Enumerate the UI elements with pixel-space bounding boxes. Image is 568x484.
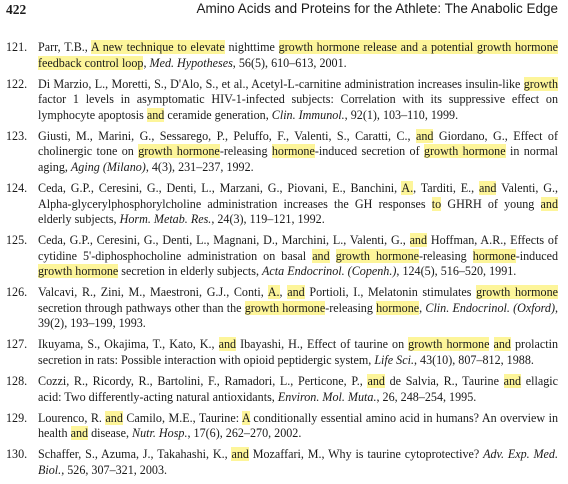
citation-text: Ibayashi, H., Effect of taurine on — [236, 337, 409, 352]
highlighted-text: A new technique to elevate — [90, 40, 225, 54]
reference-item — [0, 374, 568, 405]
citation-text: Giordano, G., Effect of cholinergic tone on — [38, 128, 558, 159]
citation-text: , Tarditi, E., — [413, 180, 479, 195]
highlighted-text: and — [231, 447, 249, 462]
page-header — [0, 0, 568, 20]
citation-text — [330, 249, 336, 263]
citation-text: -releasing — [419, 248, 473, 263]
journal-name: Acta Endocrinol. (Copenh.) — [262, 264, 397, 279]
citation-text: , — [143, 55, 150, 70]
citation-text: Hoffman, A.R., Effects of cytidine 5'-diphosphocholine administration on basal — [38, 233, 559, 263]
reference-number: 125. — [6, 233, 28, 248]
reference-number: 122. — [6, 76, 28, 91]
highlighted-text: growth hormone — [138, 144, 220, 159]
reference-item — [0, 40, 568, 71]
highlighted-text: growth hormone — [38, 264, 119, 279]
reference-text — [38, 411, 558, 442]
citation-text: , 39(2), 193–199, 1993. — [38, 300, 559, 331]
citation-text: Cozzi, R., Ricordy, R., Bartolini, F., Ramadori, L., Perticone, P., — [38, 374, 368, 389]
reference-item — [0, 411, 568, 442]
citation-text: , 24(3), 119–121, 1992. — [211, 212, 325, 227]
highlighted-text: and — [312, 248, 330, 263]
highlighted-text: A. — [267, 285, 280, 300]
highlighted-text: and — [493, 337, 511, 352]
reference-item — [0, 129, 568, 176]
citation-text: -releasing — [325, 300, 377, 315]
running-title: Amino Acids and Proteins for the Athlete: The Anabolic Edge — [196, 1, 558, 16]
reference-text — [38, 233, 558, 280]
highlighted-text: growth hormone — [423, 144, 506, 159]
highlighted-text: hormone — [472, 248, 516, 263]
citation-text: -induced secretion of — [314, 144, 424, 159]
citation-text — [489, 337, 493, 351]
citation-text: in normal aging, — [38, 144, 558, 174]
highlighted-text: and — [146, 107, 165, 122]
citation-text: Valcavi, R., Zini, M., Maestroni, G.J., Conti, — [38, 285, 268, 300]
highlighted-text: and — [409, 233, 428, 248]
citation-text: ellagic acid: Two differently-acting natural antioxidants, — [38, 374, 558, 404]
citation-text: Mozaffari, M., Why is taurine cytoprotective? — [248, 447, 484, 462]
highlighted-text: hormone — [271, 144, 315, 159]
citation-text: Camilo, M.E., Taurine: — [122, 410, 242, 425]
highlighted-text: growth hormone — [476, 285, 558, 300]
citation-text: Valenti, G., Alpha-glycerylphosphorylcholine administration increases the GH responses — [38, 180, 558, 211]
citation-text: , 17(6), 262–270, 2002. — [187, 426, 302, 441]
journal-name: Aging (Milano) — [70, 159, 146, 174]
reference-text — [38, 129, 558, 176]
citation-text: , 43(10), 807–812, 1988. — [413, 353, 534, 368]
reference-text — [38, 77, 558, 124]
citation-text: Portioli, I., Melatonin stimulates — [304, 285, 477, 300]
highlighted-text: growth hormone — [244, 300, 326, 315]
citation-text: secretion in elderly subjects, — [118, 264, 263, 279]
citation-text: , 4(3), 231–237, 1992. — [145, 159, 254, 174]
citation-text: nighttime — [224, 40, 279, 54]
reference-number: 127. — [6, 337, 28, 352]
citation-text: , 124(5), 516–520, 1991. — [396, 264, 517, 279]
citation-text: factor 1 levels in asymptomatic HIV-1-infected subjects: Correlation with its suppressive effect on lymphocyte apoptosis — [38, 92, 558, 122]
citation-text: de Salvia, R., Taurine — [384, 374, 504, 389]
highlighted-text: and — [105, 410, 123, 425]
citation-text: , 56(5), 610–613, 2001. — [232, 55, 347, 70]
journal-name: Med. Hypotheses — [149, 55, 233, 70]
citation-text: conditionally essential amino acid in humans? An overview in health — [38, 410, 558, 441]
highlighted-text: to — [431, 196, 442, 211]
reference-number: 126. — [6, 285, 28, 300]
reference-item — [0, 447, 568, 478]
highlighted-text: A — [241, 410, 250, 425]
highlighted-text: and — [287, 285, 305, 300]
highlighted-text: and — [478, 180, 497, 195]
journal-name: Horm. Metab. Res. — [119, 212, 212, 227]
reference-item — [0, 337, 568, 368]
citation-text: Ceda, G.P., Ceresini, G., Denti, L., Magnani, D., Marchini, L., Valenti, G., — [38, 233, 410, 248]
highlighted-text: and — [540, 196, 559, 211]
citation-text: , 26, 248–254, 1995. — [376, 389, 477, 404]
reference-number: 124. — [6, 180, 28, 195]
highlighted-text: and — [70, 426, 89, 441]
highlighted-text: A. — [401, 180, 414, 195]
reference-item — [0, 285, 568, 332]
highlighted-text: and — [503, 374, 522, 389]
citation-text: elderly subjects, — [38, 212, 120, 227]
reference-text — [38, 181, 558, 228]
citation-text: prolactin secretion in rats: Possible interaction with opioid peptidergic system, — [38, 337, 558, 368]
highlighted-text: growth hormone release and a potential growth hormone feedback control loop — [38, 40, 559, 70]
reference-number: 123. — [6, 128, 28, 143]
highlighted-text: and — [416, 128, 434, 143]
page-number: 422 — [6, 2, 27, 17]
citation-text: Parr, T.B., — [38, 40, 91, 54]
reference-number: 121. — [6, 40, 28, 54]
citation-text: secretion through pathways other than the — [38, 300, 245, 315]
citation-text: Ikuyama, S., Okajima, T., Kato, K., — [38, 337, 219, 352]
citation-text: , 526, 307–321, 2003. — [61, 462, 168, 477]
reference-item — [0, 233, 568, 280]
reference-item — [0, 77, 568, 124]
journal-name: Nutr. Hosp. — [132, 426, 188, 441]
highlighted-text: growth — [523, 76, 558, 91]
journal-name: Environ. Mol. Muta. — [277, 389, 377, 404]
reference-text — [38, 374, 558, 405]
citation-text: , 92(1), 103–110, 1999. — [344, 107, 459, 122]
journal-name: Clin. Immunol. — [271, 107, 345, 122]
reference-number: 129. — [6, 410, 28, 425]
citation-text: Giusti, M., Marini, G., Sessarego, P., Peluffo, F., Valenti, S., Caratti, C., — [38, 128, 416, 143]
citation-text: Di Marzio, L., Moretti, S., D'Alo, S., et al., Acetyl-L-carnitine administration increases insulin-like — [38, 76, 524, 91]
reference-list — [0, 40, 568, 484]
citation-text: ceramide generation, — [164, 107, 272, 122]
citation-text: GHRH of young — [441, 196, 541, 211]
reference-number: 128. — [6, 374, 28, 389]
journal-name: Life Sci. — [374, 353, 414, 368]
reference-item — [0, 181, 568, 228]
reference-number: 130. — [6, 447, 28, 462]
highlighted-text: and — [367, 374, 385, 389]
citation-text: -releasing — [219, 144, 272, 159]
highlighted-text: and — [218, 337, 237, 352]
reference-text — [38, 285, 558, 332]
citation-text: disease, — [88, 426, 133, 441]
journal-name: Clin. Endocrinol. (Oxford) — [425, 300, 555, 315]
highlighted-text: growth hormone — [335, 248, 419, 263]
citation-text: Schaffer, S., Azuma, J., Takahashi, K., — [38, 447, 232, 462]
highlighted-text: hormone — [376, 300, 420, 315]
citation-text: Ceda, G.P., Ceresini, G., Denti, L., Marzani, G., Piovani, E., Banchini, — [38, 180, 402, 195]
citation-text: , — [279, 285, 288, 300]
reference-text — [38, 40, 558, 71]
reference-text — [38, 447, 558, 478]
citation-text: Lourenco, R. — [38, 410, 106, 425]
journal-name: Adv. Exp. Med. Biol. — [38, 447, 558, 477]
citation-text: , — [419, 300, 426, 315]
highlighted-text: growth hormone — [408, 337, 490, 352]
reference-text — [38, 337, 558, 368]
citation-text: -induced — [515, 248, 559, 263]
